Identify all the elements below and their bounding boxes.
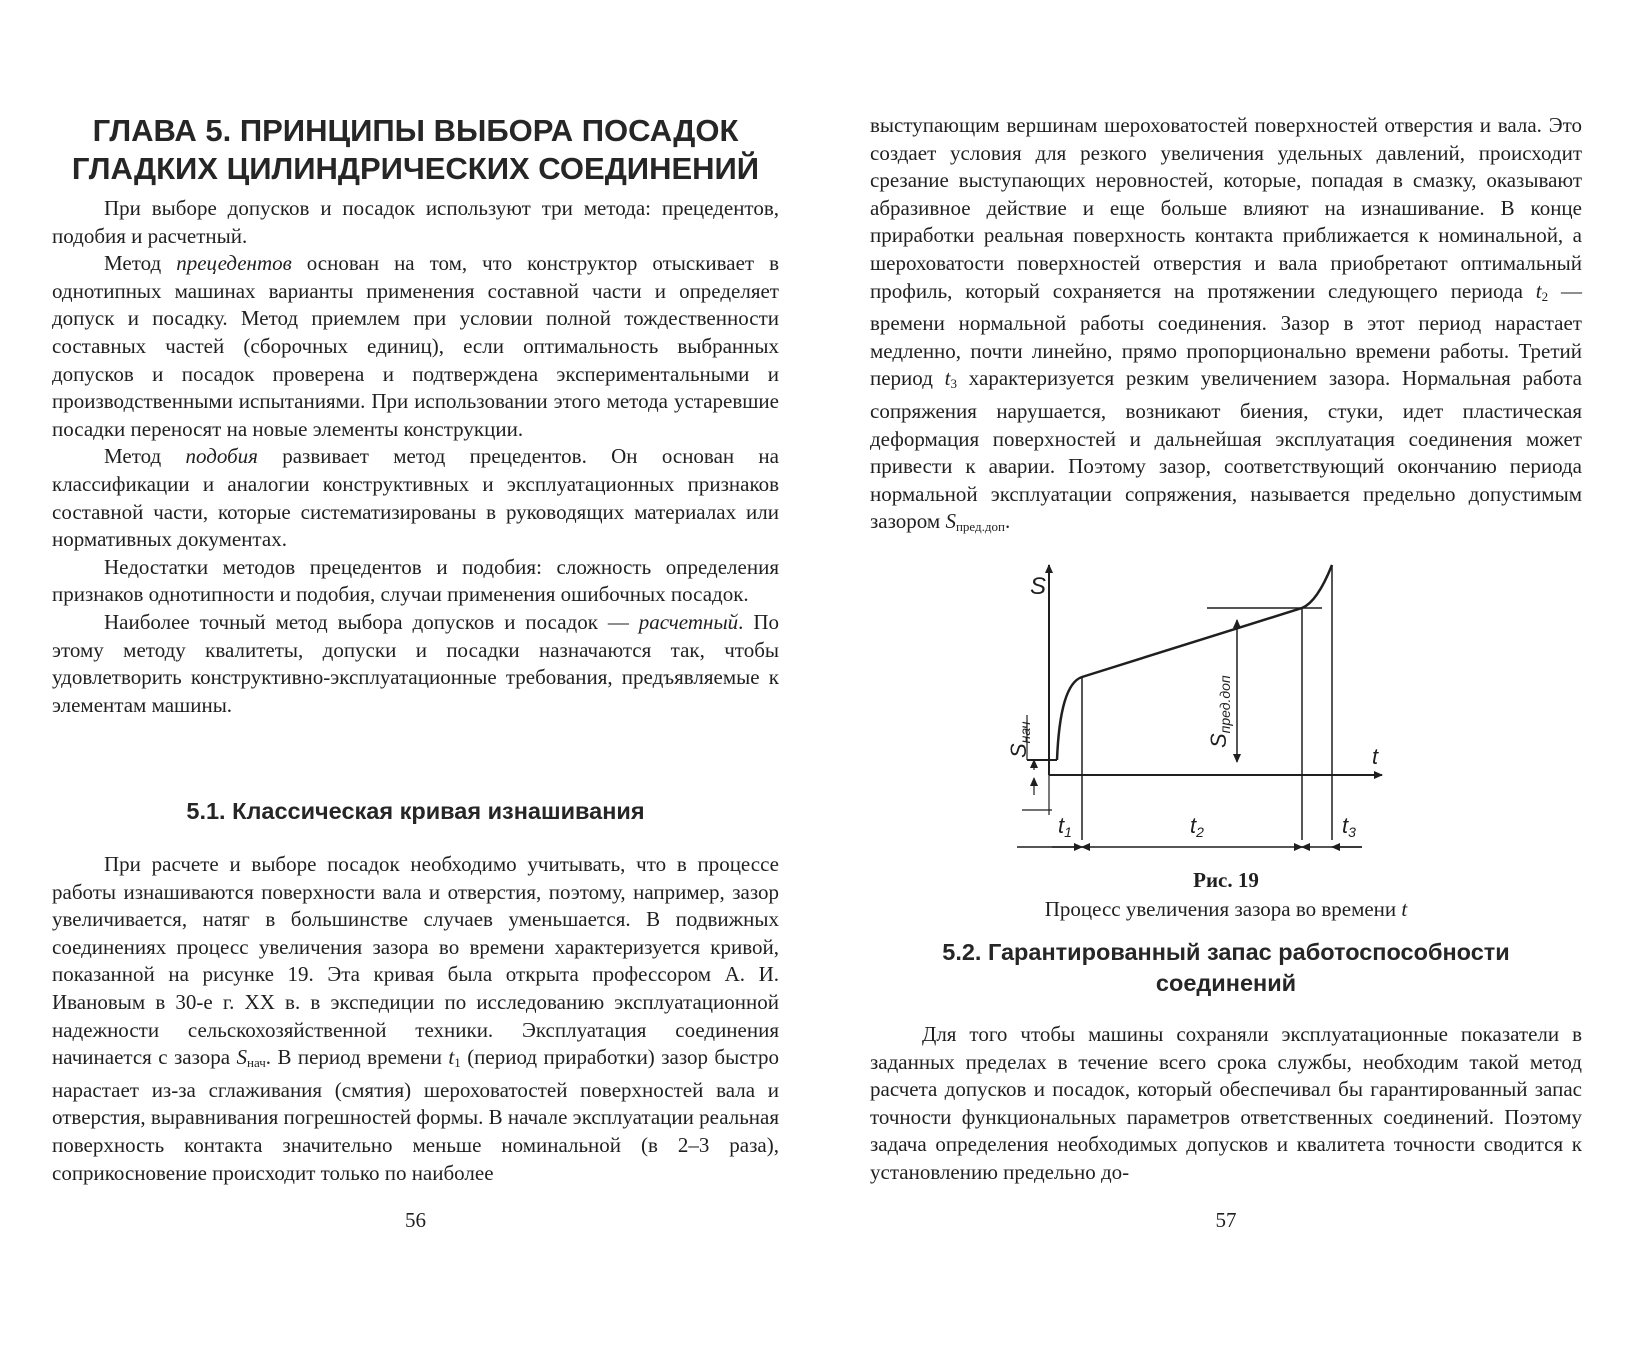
paragraph: Метод подобия развивает метод прецедентов. Он основан на классификации и аналогии конструктивных и эксплуатационных признаков составной части, которые систематизированы в руководящих материалах или нормативных документах. xyxy=(52,444,779,552)
section-text xyxy=(52,851,779,1187)
snach-label: Sнач xyxy=(1006,721,1033,758)
section-title: 5.1. Классическая кривая изнашивания xyxy=(186,798,645,824)
paragraph: Для того чтобы машины сохраняли эксплуатационные показатели в заданных пределах в течение всего срока службы, необходим такой метод расчета допусков и посадок, который обеспечивал бы гарантированный запас точности функциональных параметров ответственных соединений. Поэтому задача определения необходимых допусков и квалитета точности сводится к установлению предельно до- xyxy=(870,1022,1582,1184)
figure-number: Рис. 19 xyxy=(1193,868,1259,892)
figure-caption: Процесс увеличения зазора во времени t xyxy=(1044,897,1408,921)
section-title: 5.2. Гарантированный запас работоспособности соединений xyxy=(942,939,1510,996)
spred-label: Sпред.доп xyxy=(1206,675,1233,748)
continued-text xyxy=(870,112,1582,541)
paragraph: выступающим вершинам шероховатостей поверхностей отверстия и вала. Это создает условия для резкого увеличения удельных давлений, происходит срезание выступающих неровностей, которые, попадая в смазку, оказывают абразивное действие и еще больше влияют на изнашивание. В конце приработки реальная поверхность контакта приближается к номинальной, а шероховатости поверхностей отверстия и вала приобретают оптимальный профиль, который сохраняется на протяжении следующего периода $t_2$ — времени нормальной работы соединения. Зазор в этот период нарастает медленно, почти линейно, прямо пропорционально времени работы. Третий период $t_3$ характеризуется резким увеличением зазора. Нормальная работа сопряжения нарушается, возникают биения, стуки, идет пластическая деформация поверхностей и дальнейшая эксплуатация соединения может привести к аварии. Поэтому зазор, соответствующий окончанию периода нормальной эксплуатации сопряжения, называется предельно допустимым зазором $S_{пред.доп}$. xyxy=(870,113,1583,535)
page-number: 56 xyxy=(405,1208,426,1232)
chapter-title: ГЛАВА 5. ПРИНЦИПЫ ВЫБОРА ПОСАДОК ГЛАДКИХ ЦИЛИНДРИЧЕСКИХ СОЕДИНЕНИЙ xyxy=(71,113,760,186)
paragraph: При выборе допусков и посадок используют три метода: прецедентов, подобия и расчетный. xyxy=(52,196,779,248)
x-axis-label: t xyxy=(1372,744,1379,769)
t3-label: t3 xyxy=(1342,813,1356,840)
y-axis-label: S xyxy=(1030,573,1047,600)
paragraph: Метод прецедентов основан на том, что конструктор отыскивает в однотипных машинах варианты применения составной части и определяет допуск и посадку. Метод приемлем при условии полной тождественности составных частей (сборочных единиц), если оптимальность выбранных допусков и посадок проверена и подтверждена экспериментальными и производственными испытаниями. При использовании этого метода устаревшие посадки переносят на новые элементы конструкции. xyxy=(52,251,779,441)
page-number: 57 xyxy=(1215,1208,1237,1232)
paragraph: При расчете и выборе посадок необходимо учитывать, что в процессе работы изнашиваются поверхности вала и отверстия, поэтому, например, зазор увеличивается, натяг в большинстве случаев уменьшается. В подвижных соединениях процесс увеличения зазора во времени характеризуется кривой, показанной на рисунке 19. Эта кривая была открыта профессором А. И. Ивановым в 30-е г. XX в. в экспедиции по исследованию эксплуатационной надежности сельскохозяйственной техники. Эксплуатация соединения начинается с зазора $S_{нач}$. В период времени $t_1$ (период приработки) зазор быстро нарастает из-за сглаживания (смятия) шероховатостей поверхностей вала и отверстия, выравнивания погрешностей формы. В начале эксплуатации реальная поверхность контакта значительно меньше номинальной (в 2–3 раза), соприкосновение происходит только по наиболее xyxy=(52,852,779,1185)
paragraph: Недостатки методов прецедентов и подобия: сложность определения признаков однотипности и подобия, случаи применения ошибочных посадок. xyxy=(52,554,779,607)
t2-label: t2 xyxy=(1190,813,1204,840)
section-text xyxy=(870,1021,1582,1187)
t1-label: t1 xyxy=(1058,813,1072,840)
paragraph: Наиболее точный метод выбора допусков и посадок — расчетный. По этому методу квалитеты, допуски и посадки назначаются так, чтобы удовлетворить конструктивно-эксплуатационные требования, предъявляемые к элементам машины. xyxy=(52,609,779,717)
wear-curve xyxy=(1057,565,1332,760)
intro-text xyxy=(52,195,779,719)
wear-curve-figure xyxy=(1006,560,1452,860)
